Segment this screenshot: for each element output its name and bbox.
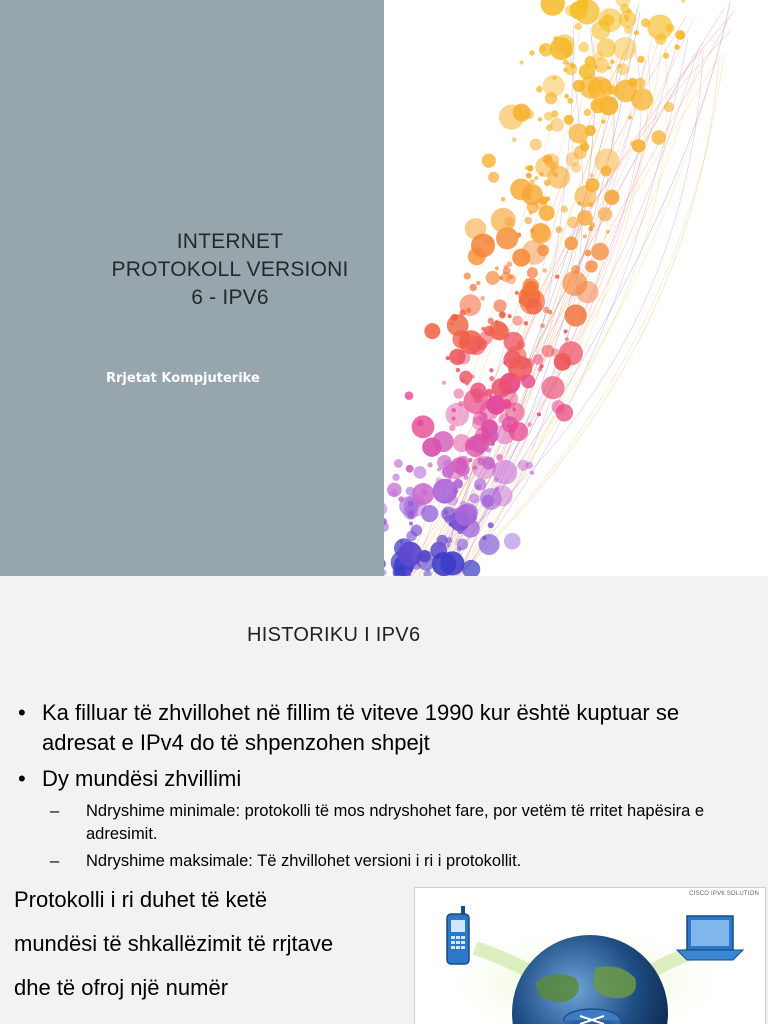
- title-line-3: 6 - IPV6: [191, 286, 269, 309]
- decorative-dot: [595, 149, 620, 174]
- decorative-dot: [422, 438, 441, 457]
- decorative-dot: [409, 522, 413, 526]
- decorative-dot: [527, 267, 538, 278]
- decorative-dot: [569, 1, 587, 19]
- decorative-dots-artwork: [384, 0, 768, 576]
- paragraph: [14, 878, 404, 1010]
- decorative-dot: [446, 356, 450, 360]
- decorative-dot: [414, 466, 427, 479]
- decorative-dot: [512, 316, 522, 326]
- decorative-dot: [519, 375, 525, 381]
- paragraph-line: dhe të ofroj një numër: [14, 975, 229, 1000]
- decorative-dot: [457, 528, 463, 534]
- decorative-dot: [436, 477, 443, 484]
- decorative-dot: [543, 75, 565, 97]
- decorative-dot: [527, 422, 531, 426]
- decorative-dot: [456, 368, 460, 372]
- decorative-dot: [525, 281, 538, 294]
- decorative-dot: [509, 373, 516, 380]
- decorative-dot: [589, 222, 595, 228]
- decorative-dot: [442, 466, 453, 477]
- decorative-dot: [469, 284, 477, 292]
- slide-title: [60, 228, 400, 312]
- decorative-dot: [432, 552, 456, 576]
- decorative-dot: [471, 374, 475, 378]
- decorative-dot: [488, 172, 499, 183]
- decorative-dot: [506, 422, 512, 428]
- decorative-dot: [392, 474, 399, 481]
- decorative-dot: [539, 205, 555, 221]
- slide-subtitle: Rrjetat Kompjuterike: [106, 371, 260, 386]
- decorative-dot: [594, 101, 599, 106]
- decorative-dot: [460, 309, 467, 316]
- decorative-dot: [428, 462, 433, 467]
- decorative-dot: [526, 173, 532, 179]
- decorative-dot: [491, 208, 516, 233]
- decorative-dot: [453, 509, 457, 513]
- decorative-dot: [504, 265, 508, 269]
- decorative-dot: [527, 201, 539, 213]
- decorative-dot: [384, 570, 387, 576]
- decorative-dot: [555, 226, 562, 233]
- decorative-dot: [459, 338, 466, 345]
- decorative-dot: [606, 230, 610, 234]
- decorative-dot: [533, 354, 544, 365]
- decorative-dot: [482, 457, 495, 470]
- decorative-dot: [421, 505, 438, 522]
- decorative-dot: [442, 499, 447, 504]
- decorative-dot: [499, 311, 506, 318]
- decorative-dot: [514, 358, 519, 363]
- decorative-dot: [598, 207, 612, 221]
- decorative-dot: [480, 296, 485, 301]
- decorative-dot: [417, 420, 424, 427]
- decorative-dot: [538, 117, 542, 121]
- decorative-dot: [452, 408, 456, 412]
- decorative-dot: [384, 502, 387, 515]
- decorative-dot: [571, 163, 581, 173]
- decorative-dot: [553, 36, 558, 41]
- decorative-dot: [446, 544, 450, 548]
- decorative-dot: [628, 78, 637, 87]
- decorative-dot: [455, 504, 477, 526]
- bullet-list: [14, 698, 754, 877]
- decorative-dot: [504, 533, 521, 550]
- decorative-dot: [454, 478, 461, 485]
- decorative-dot: [628, 115, 632, 119]
- decorative-dot: [486, 271, 500, 285]
- decorative-dot: [595, 52, 604, 61]
- decorative-dot: [477, 457, 481, 461]
- decorative-dot: [681, 0, 685, 3]
- decorative-dot: [541, 0, 565, 16]
- decorative-dot: [483, 430, 489, 436]
- ipv6-network-illustration: [414, 887, 766, 1024]
- decorative-dot: [512, 408, 516, 412]
- decorative-dot: [540, 324, 545, 329]
- decorative-dot: [536, 86, 543, 93]
- decorative-dot: [465, 436, 486, 457]
- decorative-dot: [512, 249, 530, 267]
- decorative-dot: [524, 217, 532, 225]
- decorative-dot: [491, 485, 512, 506]
- decorative-dot: [443, 459, 452, 468]
- decorative-dot: [565, 337, 569, 341]
- decorative-dot: [540, 45, 546, 51]
- decorative-dot: [524, 321, 528, 325]
- decorative-dot: [437, 467, 441, 471]
- decorative-dot: [652, 130, 666, 144]
- decorative-dot: [610, 60, 615, 65]
- decorative-dot: [585, 125, 596, 136]
- decorative-dot: [424, 323, 440, 339]
- dots-illustration: [384, 0, 768, 576]
- decorative-dot: [450, 322, 454, 326]
- decorative-dot: [454, 389, 464, 399]
- decorative-dot: [548, 310, 553, 315]
- decorative-dot: [508, 314, 512, 318]
- decorative-dot: [476, 281, 480, 285]
- decorative-dot: [449, 425, 455, 431]
- paragraph-line: mundësi të shkallëzimit të rrjtave: [14, 931, 334, 956]
- decorative-dot: [467, 336, 486, 355]
- decorative-dot: [423, 569, 431, 576]
- bullet-item: • Ka filluar të zhvillohet në fillim të viteve 1990 kur është kuptuar se adresat e IPv4 do të shpenzohen shpejt: [14, 698, 754, 758]
- decorative-dot: [564, 237, 578, 251]
- title-line-2: PROTOKOLL VERSIONI: [111, 258, 349, 281]
- decorative-dot: [441, 507, 456, 522]
- decorative-dot: [585, 56, 596, 67]
- decorative-dot: [531, 223, 552, 244]
- decorative-dot: [550, 161, 559, 170]
- decorative-dot: [484, 326, 494, 336]
- image-label: CISCO IPV6 SOLUTION: [689, 891, 759, 897]
- decorative-dot: [469, 493, 479, 503]
- history-slide: [0, 576, 768, 1024]
- decorative-dot: [501, 197, 506, 202]
- decorative-dot: [448, 522, 452, 526]
- decorative-dot: [562, 271, 587, 296]
- decorative-dot: [562, 59, 568, 65]
- decorative-dot: [607, 66, 611, 70]
- decorative-dot: [583, 140, 587, 144]
- decorative-dot: [387, 483, 402, 498]
- decorative-dot: [512, 137, 517, 142]
- decorative-dot: [541, 376, 564, 399]
- decorative-dot: [530, 471, 534, 475]
- decorative-dot: [540, 364, 544, 368]
- decorative-dot: [535, 176, 539, 180]
- decorative-dot: [624, 26, 632, 34]
- decorative-dot: [482, 154, 496, 168]
- decorative-dot: [464, 273, 471, 280]
- decorative-dot: [520, 61, 524, 65]
- decorative-dot: [530, 228, 535, 233]
- title-line-1: INTERNET: [176, 230, 284, 253]
- decorative-dot: [398, 496, 404, 502]
- decorative-dot: [591, 243, 609, 261]
- decorative-dot: [550, 118, 564, 132]
- decorative-dot: [537, 245, 549, 257]
- decorative-dot: [530, 139, 542, 151]
- decorative-dot: [579, 42, 590, 53]
- decorative-dot: [567, 98, 573, 104]
- decorative-dot: [406, 531, 417, 542]
- decorative-dot: [489, 376, 494, 381]
- decorative-dot: [598, 19, 605, 26]
- decorative-dot: [613, 37, 636, 60]
- decorative-dot: [485, 389, 493, 397]
- decorative-dot: [486, 237, 495, 246]
- decorative-dot: [527, 165, 533, 171]
- decorative-dot: [489, 368, 493, 372]
- decorative-dot: [457, 351, 471, 365]
- decorative-dot: [580, 76, 603, 99]
- laptop-icon: [677, 916, 743, 960]
- decorative-dot: [516, 233, 521, 238]
- decorative-dot: [575, 185, 597, 207]
- decorative-dot: [447, 495, 458, 506]
- title-panel: [0, 0, 384, 576]
- decorative-dot: [496, 454, 503, 461]
- decorative-dot: [494, 477, 499, 482]
- decorative-dot: [634, 90, 638, 94]
- decorative-dot: [585, 250, 592, 257]
- decorative-dot: [506, 390, 511, 395]
- decorative-dot: [619, 10, 637, 28]
- decorative-dot: [394, 459, 403, 468]
- decorative-dot: [561, 206, 568, 213]
- bullet-item: • Dy mundësi zhvillimi: [14, 764, 754, 794]
- decorative-dot: [590, 173, 594, 177]
- decorative-dot: [526, 298, 542, 314]
- decorative-dot: [561, 45, 573, 57]
- decorative-dot: [544, 112, 553, 121]
- decorative-dot: [384, 522, 389, 533]
- decorative-dot: [480, 400, 499, 419]
- decorative-dot: [529, 179, 534, 184]
- paragraph-line: Protokolli i ri duhet të ketë: [14, 887, 268, 912]
- decorative-dot: [495, 266, 499, 270]
- decorative-dot: [584, 109, 591, 116]
- decorative-dot: [556, 404, 574, 422]
- decorative-dot: [451, 488, 455, 492]
- decorative-dot: [555, 275, 559, 279]
- decorative-dot: [444, 482, 448, 486]
- decorative-dot: [604, 190, 619, 205]
- decorative-dot: [458, 401, 464, 407]
- decorative-dot: [663, 53, 669, 59]
- decorative-dot: [459, 371, 472, 384]
- decorative-dot: [410, 510, 414, 514]
- decorative-dot: [483, 536, 487, 540]
- decorative-dot: [564, 115, 574, 125]
- decorative-dot: [666, 24, 675, 33]
- decorative-dot: [451, 314, 458, 321]
- decorative-dot: [583, 234, 587, 238]
- decorative-dot: [546, 196, 551, 201]
- network-graphic: [415, 888, 765, 1024]
- decorative-dot: [475, 484, 481, 490]
- decorative-dot: [452, 417, 456, 421]
- decorative-dot: [565, 304, 587, 326]
- history-title: HISTORIKU I IPV6: [247, 624, 421, 646]
- decorative-dot: [547, 166, 570, 189]
- decorative-dot: [442, 381, 446, 385]
- mobile-phone-icon: [447, 906, 469, 964]
- decorative-dot: [602, 90, 606, 94]
- decorative-dot: [470, 383, 486, 399]
- decorative-dot: [575, 23, 582, 30]
- decorative-dot: [412, 415, 435, 438]
- decorative-dot: [516, 340, 525, 349]
- decorative-dot: [417, 551, 436, 570]
- decorative-dot: [570, 63, 576, 69]
- decorative-dot: [488, 522, 494, 528]
- decorative-dot: [564, 330, 568, 334]
- decorative-dot: [490, 435, 498, 443]
- decorative-dot: [601, 119, 605, 123]
- decorative-dot: [637, 56, 644, 63]
- decorative-dot: [617, 63, 629, 75]
- decorative-dot: [664, 102, 674, 112]
- decorative-dot: [529, 50, 534, 55]
- decorative-dot: [499, 105, 524, 130]
- decorative-dot: [641, 18, 650, 27]
- decorative-dot: [479, 534, 500, 555]
- decorative-dot: [446, 537, 453, 544]
- decorative-dot: [564, 94, 569, 99]
- decorative-dot: [457, 457, 468, 468]
- decorative-dot: [468, 458, 472, 462]
- decorative-dot: [574, 146, 587, 159]
- decorative-dot: [506, 274, 516, 284]
- decorative-dot: [537, 412, 541, 416]
- decorative-dot: [585, 260, 597, 272]
- decorative-dot: [406, 465, 414, 473]
- decorative-dot: [457, 547, 462, 552]
- sub-bullet-item: – Ndryshime maksimale: Të zhvillohet versioni i ri i protokollit.: [14, 850, 754, 873]
- decorative-dot: [674, 44, 679, 49]
- decorative-dot: [634, 30, 639, 35]
- decorative-dot: [543, 268, 547, 272]
- decorative-dot: [384, 559, 386, 569]
- decorative-dot: [632, 139, 645, 152]
- sub-bullet-item: – Ndryshime minimale: protokolli të mos ndryshohet fare, por vetëm të rritet hapësira e adresimit.: [14, 800, 754, 846]
- decorative-dot: [447, 476, 452, 481]
- decorative-dot: [546, 124, 553, 131]
- decorative-dot: [515, 291, 519, 295]
- decorative-dot: [405, 391, 414, 400]
- decorative-dot: [494, 299, 507, 312]
- decorative-dot: [423, 490, 429, 496]
- decorative-dot: [554, 353, 572, 371]
- decorative-dot: [473, 516, 478, 521]
- decorative-dot: [526, 359, 530, 363]
- decorative-dot: [526, 462, 533, 469]
- decorative-dot: [675, 30, 685, 40]
